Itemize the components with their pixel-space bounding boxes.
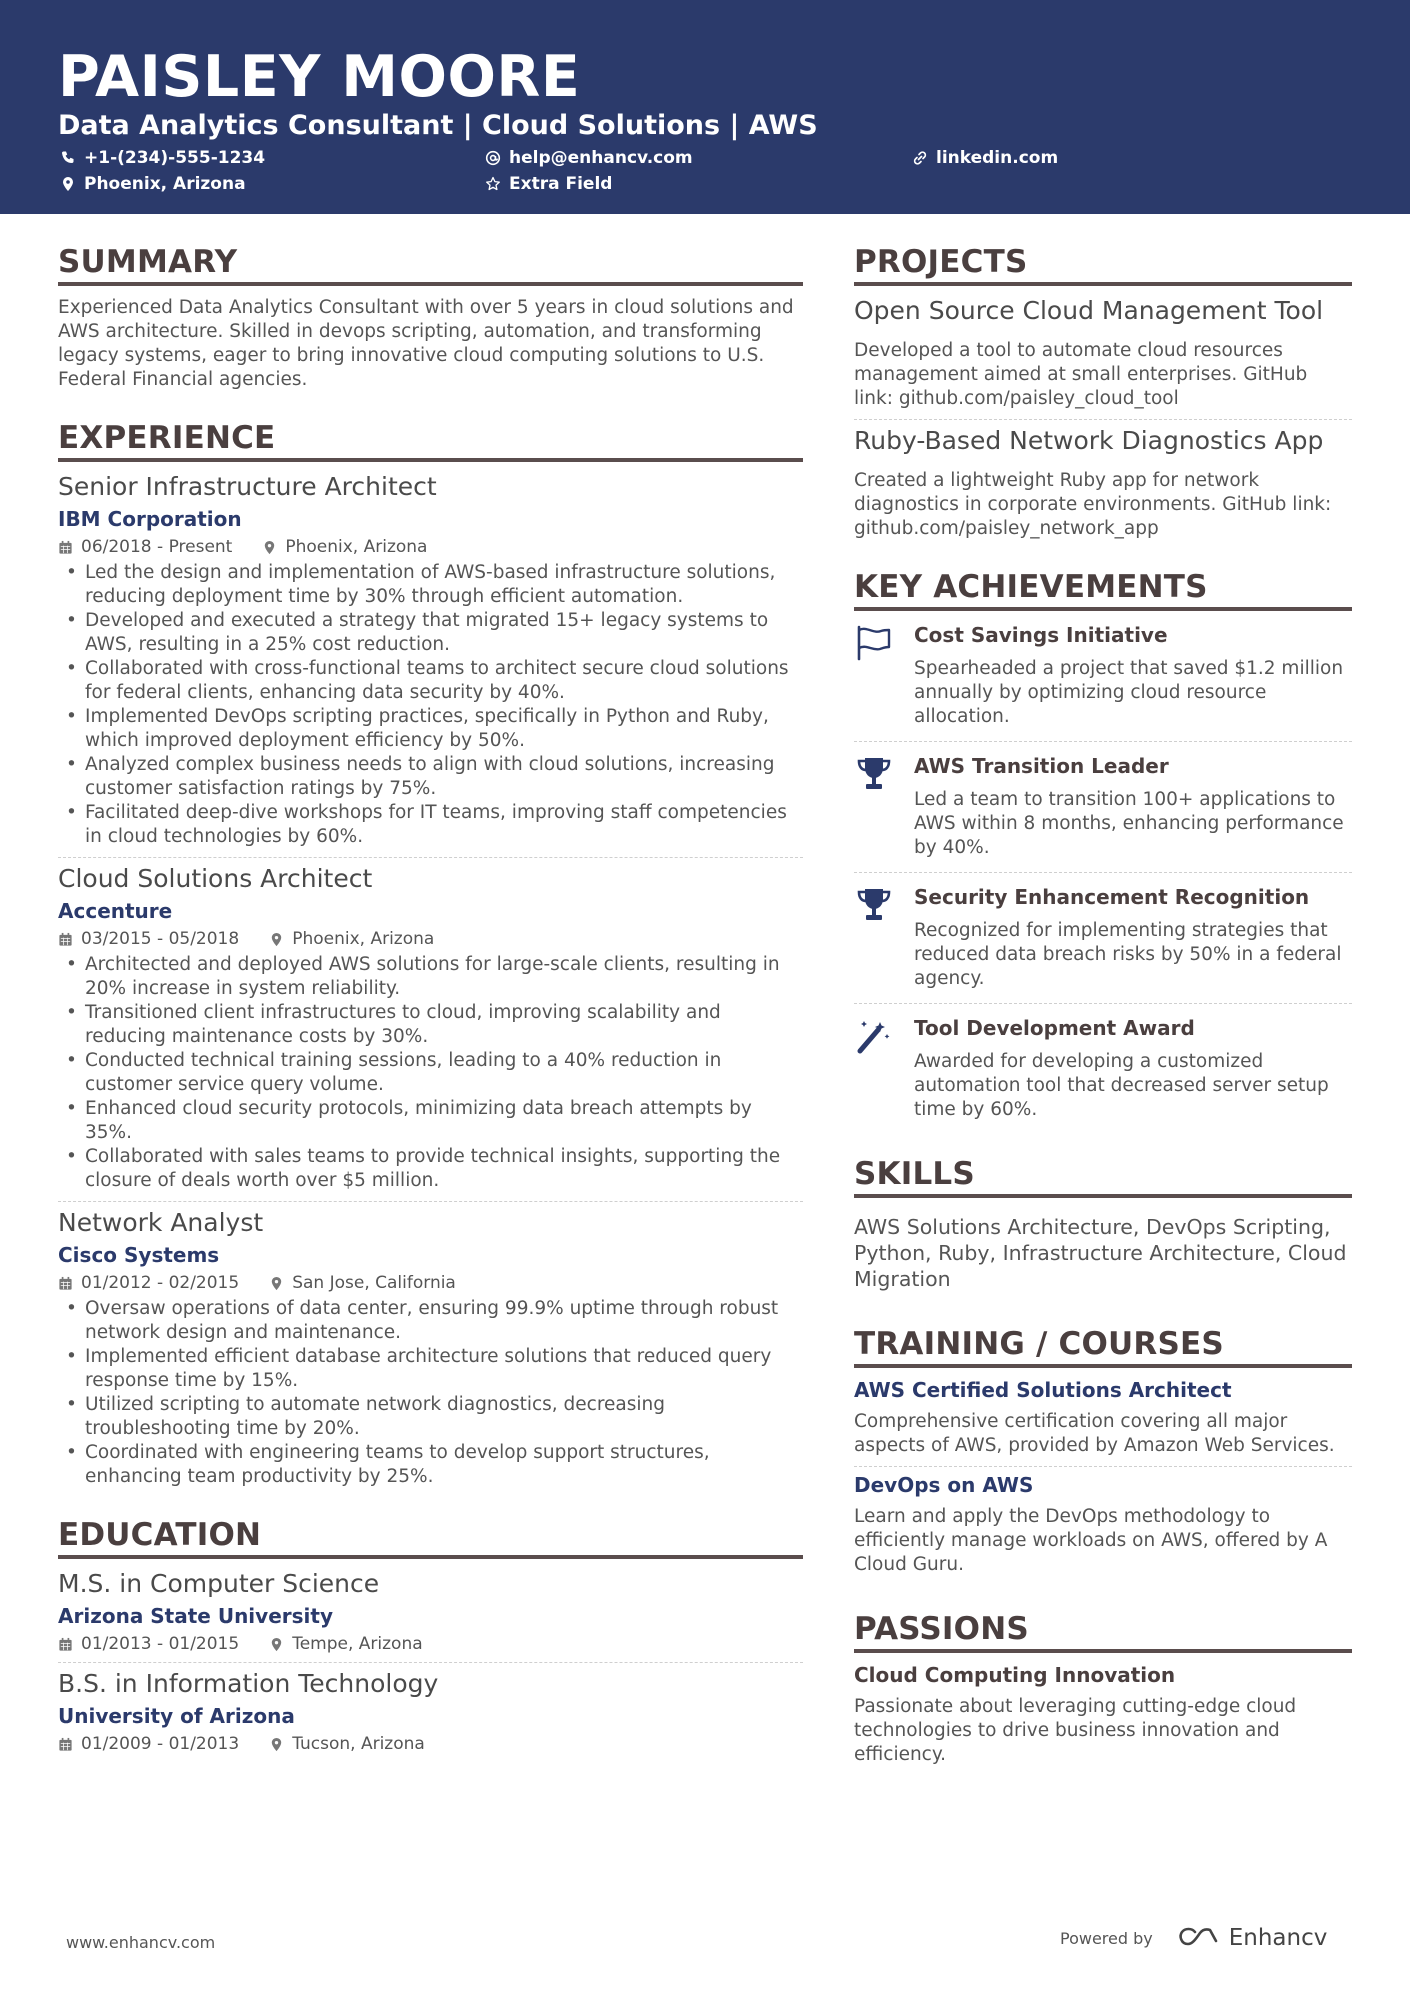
flag-icon: [854, 625, 894, 661]
achievement-title: Tool Development Award: [914, 1016, 1195, 1040]
bullet-item: • Implemented DevOps scripting practices, specifically in Python and Ruby, which improved deployment efficiency by 50%.: [58, 705, 803, 753]
bullet-item: • Implemented efficient database architecture solutions that reduced query response time by 15%.: [58, 1345, 803, 1393]
job-dates: 03/2015 - 05/2018: [81, 929, 240, 949]
achievements-section: [854, 569, 1352, 1128]
star-icon: [485, 176, 501, 192]
location-pin-icon: [60, 176, 76, 192]
job-location: San Jose, California: [292, 1273, 456, 1293]
entry-divider: [854, 1466, 1352, 1467]
contact-linkedin[interactable]: [912, 148, 1058, 168]
degree: B.S. in Information Technology: [58, 1669, 439, 1698]
job-bullets: [58, 1297, 803, 1489]
job-role: Senior Infrastructure Architect: [58, 472, 437, 501]
bullet-item: • Coordinated with engineering teams to develop support structures, enhancing team productivity by 25%.: [58, 1441, 803, 1489]
achievement-entry: [854, 611, 1352, 735]
footer-branding: [1060, 1925, 1327, 1951]
bullet-item: • Analyzed complex business needs to align with cloud solutions, increasing customer satisfaction ratings by 75%.: [58, 753, 803, 801]
education-dates: 01/2013 - 01/2015: [81, 1634, 240, 1654]
candidate-title: Data Analytics Consultant | Cloud Solutions | AWS: [58, 110, 818, 141]
calendar-icon: [58, 932, 73, 947]
course-title: AWS Certified Solutions Architect: [854, 1378, 1232, 1402]
contact-email[interactable]: [485, 148, 693, 168]
email-text: help@enhancv.com: [509, 148, 693, 168]
education-entry: [58, 1669, 803, 1754]
location-pin-icon: [269, 1276, 284, 1291]
extra-text: Extra Field: [509, 174, 613, 194]
passions-section: [854, 1611, 1352, 1767]
project-title: Open Source Cloud Management Tool: [854, 296, 1324, 325]
location-text: Phoenix, Arizona: [84, 174, 246, 194]
entry-divider: [58, 1662, 803, 1663]
projects-section: [854, 244, 1352, 541]
course-entry: [854, 1378, 1352, 1458]
skills-section: [854, 1156, 1352, 1292]
link-icon: [912, 150, 928, 166]
entry-divider: [58, 1201, 803, 1202]
resume-header: [0, 0, 1410, 214]
summary-section: [58, 244, 803, 392]
passion-desc: Passionate about leveraging cutting-edge cloud technologies to drive business innovation and efficiency.: [854, 1696, 1297, 1765]
education-meta: [58, 1634, 803, 1654]
location-pin-icon: [269, 932, 284, 947]
location-pin-icon: [262, 540, 277, 555]
contact-location: [60, 174, 246, 194]
bullet-item: • Oversaw operations of data center, ensuring 99.9% uptime through robust network design and maintenance.: [58, 1297, 803, 1345]
summary-heading: SUMMARY: [58, 244, 803, 286]
bullet-item: • Collaborated with cross-functional teams to architect secure cloud solutions for federal clients, enhancing data security by 40%.: [58, 657, 803, 705]
achievement-title: Cost Savings Initiative: [914, 623, 1168, 647]
phone-text: +1-(234)-555-1234: [84, 148, 266, 168]
magic-wand-icon: [854, 1018, 894, 1054]
education-section: [58, 1517, 803, 1754]
job-company: Accenture: [58, 899, 173, 923]
achievement-desc: Spearheaded a project that saved $1.2 million annually by optimizing cloud resource allocation.: [914, 658, 1344, 727]
achievement-desc: Led a team to transition 100+ applications to AWS within 8 months, enhancing performance by 40%.: [914, 789, 1344, 858]
job-meta: [58, 1273, 803, 1293]
achievement-title: AWS Transition Leader: [914, 754, 1169, 778]
education-location: Tempe, Arizona: [292, 1634, 423, 1654]
summary-text: Experienced Data Analytics Consultant with over 5 years in cloud solutions and AWS architecture. Skilled in devops scripting, automation, and transforming legacy systems, eager to bring innovative cloud computing solutions to U.S. Federal Financial agencies.: [58, 297, 794, 390]
contact-extra: [485, 174, 612, 194]
project-title: Ruby-Based Network Diagnostics App: [854, 426, 1324, 455]
job-company: Cisco Systems: [58, 1243, 220, 1267]
achievement-title: Security Enhancement Recognition: [914, 885, 1310, 909]
skills-heading: SKILLS: [854, 1156, 1352, 1198]
enhancv-logo[interactable]: [1175, 1925, 1328, 1951]
powered-by-label: Powered by: [1060, 1928, 1153, 1948]
linkedin-text: linkedin.com: [936, 148, 1059, 168]
education-location: Tucson, Arizona: [292, 1734, 425, 1754]
course-desc: Learn and apply the DevOps methodology to efficiently manage workloads on AWS, offered by A Cloud Guru.: [854, 1506, 1328, 1575]
achievement-desc: Recognized for implementing strategies that reduced data breach risks by 50% in a federal agency.: [914, 920, 1342, 989]
bullet-item: • Facilitated deep-dive workshops for IT teams, improving staff competencies in cloud technologies by 60%.: [58, 801, 803, 849]
course-entry: [854, 1473, 1352, 1577]
bullet-item: • Collaborated with sales teams to provide technical insights, supporting the closure of deals worth over $5 million.: [58, 1145, 803, 1193]
experience-heading: EXPERIENCE: [58, 420, 803, 462]
job-entry: [58, 864, 803, 1193]
job-entry: [58, 472, 803, 849]
bullet-item: • Utilized scripting to automate network diagnostics, decreasing troubleshooting time by 20%.: [58, 1393, 803, 1441]
brand-name: Enhancv: [1228, 1925, 1328, 1951]
bullet-item: • Transitioned client infrastructures to cloud, improving scalability and reducing maintenance costs by 30%.: [58, 1001, 803, 1049]
course-title: DevOps on AWS: [854, 1473, 1034, 1497]
calendar-icon: [58, 1737, 73, 1752]
footer-website[interactable]: www.enhancv.com: [66, 1933, 216, 1952]
bullet-item: • Led the design and implementation of AWS-based infrastructure solutions, reducing deployment time by 30% through efficient automation.: [58, 561, 803, 609]
achievement-entry: [854, 1004, 1352, 1128]
passion-title: Cloud Computing Innovation: [854, 1663, 1176, 1687]
education-entry: [58, 1569, 803, 1654]
location-pin-icon: [269, 1637, 284, 1652]
job-location: Phoenix, Arizona: [285, 537, 428, 557]
job-bullets: [58, 953, 803, 1193]
location-pin-icon: [269, 1737, 284, 1752]
project-desc: Created a lightweight Ruby app for network diagnostics in corporate environments. GitHub link: github.com/paisley_network_app: [854, 470, 1332, 539]
bullet-item: • Enhanced cloud security protocols, minimizing data breach attempts by 35%.: [58, 1097, 803, 1145]
right-column: [854, 244, 1352, 1795]
entry-divider: [854, 419, 1352, 420]
skills-text: AWS Solutions Architecture, DevOps Scripting, Python, Ruby, Infrastructure Architecture, Cloud Migration: [854, 1215, 1347, 1291]
project-entry: [854, 426, 1352, 541]
candidate-name: PAISLEY MOORE: [58, 44, 581, 110]
job-location: Phoenix, Arizona: [292, 929, 435, 949]
course-desc: Comprehensive certification covering all major aspects of AWS, provided by Amazon Web Services.: [854, 1411, 1335, 1456]
enhancv-logo-icon: [1175, 1926, 1221, 1950]
trophy-icon: [854, 887, 894, 923]
school: University of Arizona: [58, 1704, 295, 1728]
achievement-desc: Awarded for developing a customized automation tool that decreased server setup time by 60%.: [914, 1051, 1329, 1120]
calendar-icon: [58, 1637, 73, 1652]
job-dates: 06/2018 - Present: [81, 537, 233, 557]
contact-phone[interactable]: [60, 148, 265, 168]
left-column: [58, 244, 803, 1782]
job-company: IBM Corporation: [58, 507, 242, 531]
education-heading: EDUCATION: [58, 1517, 803, 1559]
school: Arizona State University: [58, 1604, 333, 1628]
experience-section: [58, 420, 803, 1489]
projects-heading: PROJECTS: [854, 244, 1352, 286]
bullet-item: • Conducted technical training sessions, leading to a 40% reduction in customer service query volume.: [58, 1049, 803, 1097]
project-entry: [854, 296, 1352, 411]
project-desc: Developed a tool to automate cloud resources management aimed at small enterprises. GitHub link: github.com/paisley_cloud_tool: [854, 340, 1308, 409]
achievements-heading: KEY ACHIEVEMENTS: [854, 569, 1352, 611]
job-meta: [58, 929, 803, 949]
job-bullets: [58, 561, 803, 849]
passions-heading: PASSIONS: [854, 1611, 1352, 1653]
at-icon: [485, 150, 501, 166]
training-heading: TRAINING / COURSES: [854, 1326, 1352, 1368]
job-role: Network Analyst: [58, 1208, 264, 1237]
bullet-item: • Developed and executed a strategy that migrated 15+ legacy systems to AWS, resulting in a 25% cost reduction.: [58, 609, 803, 657]
phone-icon: [60, 150, 76, 166]
trophy-icon: [854, 756, 894, 792]
job-meta: [58, 537, 803, 557]
education-meta: [58, 1734, 803, 1754]
job-dates: 01/2012 - 02/2015: [81, 1273, 240, 1293]
training-section: [854, 1326, 1352, 1577]
job-role: Cloud Solutions Architect: [58, 864, 373, 893]
bullet-item: • Architected and deployed AWS solutions for large-scale clients, resulting in 20% increase in system reliability.: [58, 953, 803, 1001]
entry-divider: [58, 857, 803, 858]
achievement-entry: [854, 873, 1352, 997]
calendar-icon: [58, 540, 73, 555]
achievement-entry: [854, 742, 1352, 866]
job-entry: [58, 1208, 803, 1489]
calendar-icon: [58, 1276, 73, 1291]
education-dates: 01/2009 - 01/2013: [81, 1734, 240, 1754]
degree: M.S. in Computer Science: [58, 1569, 380, 1598]
